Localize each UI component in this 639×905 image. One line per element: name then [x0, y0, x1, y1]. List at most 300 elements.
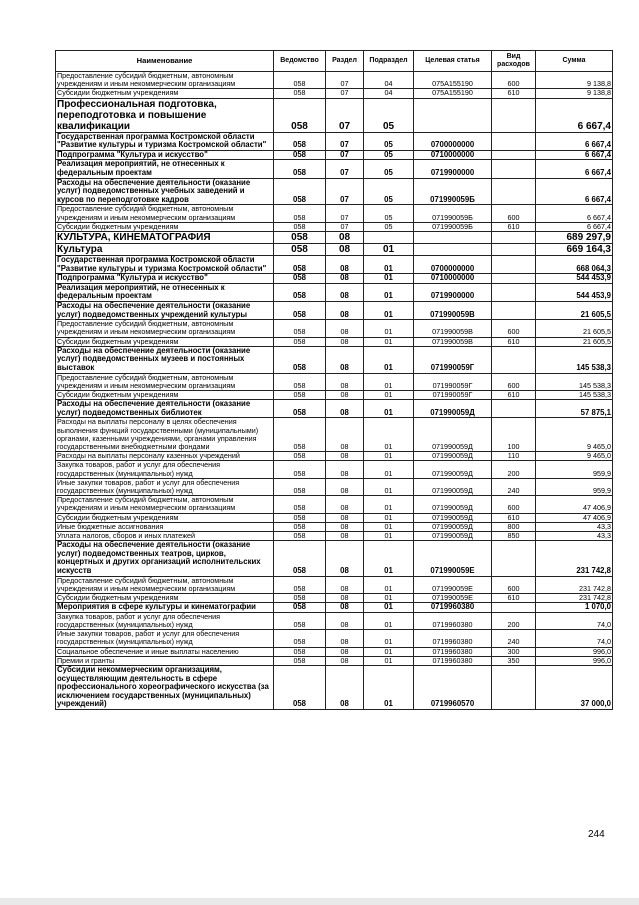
header-section: Раздел — [326, 51, 364, 72]
cell-target-article: 071990059Д — [414, 461, 492, 478]
table-row — [56, 612, 613, 629]
cell-dept: 058 — [274, 178, 326, 205]
cell-section: 08 — [326, 593, 364, 602]
cell-expense-type: 610 — [492, 390, 536, 399]
cell-expense-type: 110 — [492, 452, 536, 461]
cell-target-article — [414, 98, 492, 132]
table-row — [56, 178, 613, 205]
cell-section: 07 — [326, 160, 364, 178]
cell-section: 08 — [326, 301, 364, 319]
table-row — [56, 593, 613, 602]
table-row — [56, 132, 613, 150]
cell-dept: 058 — [274, 576, 326, 593]
cell-dept: 058 — [274, 231, 326, 243]
cell-section: 07 — [326, 72, 364, 89]
table-row — [56, 522, 613, 531]
cell-name: Социальное обеспечение и иные выплаты населению — [56, 647, 274, 656]
table-row — [56, 478, 613, 495]
cell-subsection: 01 — [364, 478, 414, 495]
cell-amount: 74,0 — [536, 612, 613, 629]
cell-expense-type — [492, 132, 536, 150]
cell-section: 08 — [326, 418, 364, 452]
cell-dept: 058 — [274, 89, 326, 98]
cell-expense-type — [492, 346, 536, 373]
cell-expense-type: 100 — [492, 418, 536, 452]
cell-dept: 058 — [274, 301, 326, 319]
cell-name: Субсидии бюджетным учреждениям — [56, 337, 274, 346]
cell-name: Расходы на обеспечение деятельности (оказание услуг) подведомственных библиотек — [56, 400, 274, 418]
cell-dept: 058 — [274, 522, 326, 531]
cell-name: Расходы на выплаты персоналу казенных учреждений — [56, 452, 274, 461]
cell-expense-type: 350 — [492, 656, 536, 665]
cell-expense-type — [492, 400, 536, 418]
cell-section: 07 — [326, 222, 364, 231]
cell-name: Предоставление субсидий бюджетным, автономным учреждениям и иным некоммерческим организациям — [56, 496, 274, 513]
cell-section: 08 — [326, 274, 364, 284]
cell-target-article: 071990059Е — [414, 576, 492, 593]
cell-name: Профессиональная подготовка, переподготовка и повышение квалификации — [56, 98, 274, 132]
table-row — [56, 531, 613, 540]
cell-subsection: 05 — [364, 132, 414, 150]
cell-name: Иные закупки товаров, работ и услуг для обеспечения государственных (муниципальных) нужд — [56, 478, 274, 495]
cell-amount: 145 538,3 — [536, 373, 613, 390]
cell-name: Расходы на обеспечение деятельности (оказание услуг) подведомственных музеев и постоянных выставок — [56, 346, 274, 373]
cell-expense-type — [492, 98, 536, 132]
cell-expense-type — [492, 283, 536, 301]
cell-amount: 6 667,4 — [536, 98, 613, 132]
cell-amount: 43,3 — [536, 531, 613, 540]
cell-target-article: 071990059Б — [414, 205, 492, 222]
cell-section: 08 — [326, 612, 364, 629]
cell-amount: 9 138,8 — [536, 89, 613, 98]
cell-subsection: 05 — [364, 160, 414, 178]
cell-target-article: 0719960380 — [414, 612, 492, 629]
cell-section: 08 — [326, 390, 364, 399]
cell-expense-type — [492, 231, 536, 243]
header-name: Наименование — [56, 51, 274, 72]
table-row — [56, 665, 613, 709]
header-expense-type: Вид расходов — [492, 51, 536, 72]
cell-expense-type: 600 — [492, 576, 536, 593]
cell-name: Иные бюджетные ассигнования — [56, 522, 274, 531]
table-header-row — [56, 51, 613, 72]
cell-expense-type — [492, 243, 536, 255]
cell-dept: 058 — [274, 513, 326, 522]
table-row — [56, 98, 613, 132]
cell-name: Предоставление субсидий бюджетным, автономным учреждениям и иным некоммерческим организациям — [56, 576, 274, 593]
cell-dept: 058 — [274, 243, 326, 255]
cell-target-article: 071990059Д — [414, 513, 492, 522]
cell-expense-type: 600 — [492, 205, 536, 222]
cell-expense-type — [492, 150, 536, 160]
cell-dept: 058 — [274, 630, 326, 647]
table-row — [56, 630, 613, 647]
page-number: 244 — [588, 829, 605, 840]
cell-amount: 544 453,9 — [536, 274, 613, 284]
cell-amount: 57 875,1 — [536, 400, 613, 418]
cell-section: 07 — [326, 178, 364, 205]
cell-dept: 058 — [274, 160, 326, 178]
cell-subsection: 01 — [364, 522, 414, 531]
cell-amount: 6 667,4 — [536, 132, 613, 150]
cell-dept: 058 — [274, 541, 326, 576]
cell-subsection: 01 — [364, 337, 414, 346]
cell-section: 07 — [326, 98, 364, 132]
cell-subsection: 01 — [364, 400, 414, 418]
cell-dept: 058 — [274, 656, 326, 665]
cell-target-article: 0719960380 — [414, 647, 492, 656]
table-row — [56, 222, 613, 231]
cell-subsection: 01 — [364, 390, 414, 399]
table-row — [56, 513, 613, 522]
cell-dept: 058 — [274, 612, 326, 629]
cell-target-article: 071990059Г — [414, 390, 492, 399]
header-subsection: Подраздел — [364, 51, 414, 72]
table-row — [56, 89, 613, 98]
cell-expense-type — [492, 274, 536, 284]
cell-section: 07 — [326, 205, 364, 222]
cell-target-article: 0700000000 — [414, 255, 492, 273]
cell-expense-type: 240 — [492, 630, 536, 647]
cell-name: Государственная программа Костромской области "Развитие культуры и туризма Костромской области" — [56, 132, 274, 150]
cell-amount: 21 605,5 — [536, 337, 613, 346]
cell-amount: 9 465,0 — [536, 452, 613, 461]
table-row — [56, 656, 613, 665]
cell-name: Реализация мероприятий, не отнесенных к федеральным проектам — [56, 160, 274, 178]
cell-name: Предоставление субсидий бюджетным, автономным учреждениям и иным некоммерческим организациям — [56, 320, 274, 337]
cell-amount: 6 667,4 — [536, 150, 613, 160]
cell-name: Подпрограмма "Культура и искусство" — [56, 150, 274, 160]
header-target-article: Целевая статья — [414, 51, 492, 72]
cell-dept: 058 — [274, 98, 326, 132]
cell-dept: 058 — [274, 337, 326, 346]
table-row — [56, 496, 613, 513]
cell-expense-type — [492, 603, 536, 613]
table-body — [56, 72, 613, 710]
budget-table — [55, 50, 613, 710]
cell-dept: 058 — [274, 222, 326, 231]
header-dept: Ведомство — [274, 51, 326, 72]
cell-dept: 058 — [274, 346, 326, 373]
table-row — [56, 320, 613, 337]
cell-target-article: 071990059Б — [414, 222, 492, 231]
cell-name: Предоставление субсидий бюджетным, автономным учреждениям и иным некоммерческим организациям — [56, 205, 274, 222]
table-row — [56, 301, 613, 319]
cell-expense-type: 600 — [492, 373, 536, 390]
table-row — [56, 390, 613, 399]
cell-name: Предоставление субсидий бюджетным, автономным учреждениям и иным некоммерческим организациям — [56, 72, 274, 89]
cell-target-article: 071990059Д — [414, 496, 492, 513]
cell-subsection: 01 — [364, 255, 414, 273]
cell-amount: 9 138,8 — [536, 72, 613, 89]
budget-table-page — [55, 50, 612, 710]
cell-name: Субсидии некоммерческим организациям, осуществляющим деятельность в сфере профессионального хореографического искусства (за исключением государственных (муниципальных) учреждений) — [56, 665, 274, 709]
cell-name: Мероприятия в сфере культуры и кинематографии — [56, 603, 274, 613]
cell-subsection: 01 — [364, 373, 414, 390]
cell-section: 08 — [326, 531, 364, 540]
cell-subsection: 05 — [364, 98, 414, 132]
cell-target-article: 071990059Г — [414, 346, 492, 373]
cell-section: 07 — [326, 150, 364, 160]
cell-dept: 058 — [274, 452, 326, 461]
cell-name: Субсидии бюджетным учреждениям — [56, 222, 274, 231]
cell-expense-type: 600 — [492, 72, 536, 89]
cell-expense-type: 300 — [492, 647, 536, 656]
cell-target-article: 071990059Б — [414, 178, 492, 205]
cell-name: Расходы на обеспечение деятельности (оказание услуг) подведомственных учреждений культуры — [56, 301, 274, 319]
cell-amount: 668 064,3 — [536, 255, 613, 273]
cell-section: 08 — [326, 373, 364, 390]
cell-subsection: 01 — [364, 418, 414, 452]
cell-expense-type: 200 — [492, 612, 536, 629]
cell-name: Уплата налогов, сборов и иных платежей — [56, 531, 274, 540]
cell-target-article: 071990059Г — [414, 373, 492, 390]
cell-subsection: 01 — [364, 320, 414, 337]
cell-subsection: 01 — [364, 541, 414, 576]
cell-name: Государственная программа Костромской области "Развитие культуры и туризма Костромской области" — [56, 255, 274, 273]
cell-amount: 145 538,3 — [536, 346, 613, 373]
cell-amount: 74,0 — [536, 630, 613, 647]
cell-amount: 996,0 — [536, 647, 613, 656]
cell-subsection: 01 — [364, 301, 414, 319]
cell-expense-type — [492, 178, 536, 205]
cell-name: Иные закупки товаров, работ и услуг для обеспечения государственных (муниципальных) нужд — [56, 630, 274, 647]
cell-subsection: 01 — [364, 603, 414, 613]
cell-section: 08 — [326, 231, 364, 243]
cell-name: Премии и гранты — [56, 656, 274, 665]
cell-section: 08 — [326, 400, 364, 418]
cell-subsection: 01 — [364, 630, 414, 647]
cell-amount: 689 297,9 — [536, 231, 613, 243]
cell-dept: 058 — [274, 496, 326, 513]
table-row — [56, 243, 613, 255]
cell-target-article: 071990059Д — [414, 418, 492, 452]
cell-amount: 544 453,9 — [536, 283, 613, 301]
cell-amount: 43,3 — [536, 522, 613, 531]
cell-subsection: 01 — [364, 496, 414, 513]
cell-expense-type — [492, 255, 536, 273]
table-row — [56, 452, 613, 461]
cell-expense-type: 800 — [492, 522, 536, 531]
cell-section: 08 — [326, 665, 364, 709]
cell-dept: 058 — [274, 72, 326, 89]
cell-target-article: 0719960380 — [414, 603, 492, 613]
cell-target-article: 071990059Д — [414, 522, 492, 531]
cell-subsection: 05 — [364, 222, 414, 231]
cell-amount: 6 667,4 — [536, 160, 613, 178]
cell-amount: 231 742,8 — [536, 593, 613, 602]
table-row — [56, 461, 613, 478]
scan-bottom-edge — [0, 898, 639, 905]
cell-name: Субсидии бюджетным учреждениям — [56, 513, 274, 522]
cell-subsection: 01 — [364, 243, 414, 255]
cell-dept: 058 — [274, 373, 326, 390]
cell-target-article: 071990059Е — [414, 593, 492, 602]
cell-section: 08 — [326, 346, 364, 373]
cell-expense-type: 610 — [492, 513, 536, 522]
cell-amount: 231 742,8 — [536, 541, 613, 576]
table-row — [56, 647, 613, 656]
cell-expense-type: 600 — [492, 496, 536, 513]
table-row — [56, 541, 613, 576]
header-amount: Сумма — [536, 51, 613, 72]
cell-target-article: 071990059Д — [414, 531, 492, 540]
cell-target-article: 0719960380 — [414, 630, 492, 647]
cell-amount: 669 164,3 — [536, 243, 613, 255]
table-row — [56, 274, 613, 284]
cell-name: Культура — [56, 243, 274, 255]
cell-subsection: 01 — [364, 452, 414, 461]
cell-expense-type: 610 — [492, 337, 536, 346]
cell-name: Субсидии бюджетным учреждениям — [56, 390, 274, 399]
cell-section: 08 — [326, 513, 364, 522]
cell-section: 08 — [326, 576, 364, 593]
cell-subsection: 04 — [364, 72, 414, 89]
cell-dept: 058 — [274, 400, 326, 418]
cell-amount: 47 406,9 — [536, 513, 613, 522]
table-row — [56, 373, 613, 390]
cell-section: 08 — [326, 320, 364, 337]
cell-target-article: 071990059Д — [414, 400, 492, 418]
cell-target-article: 071990059В — [414, 320, 492, 337]
table-row — [56, 255, 613, 273]
cell-expense-type: 610 — [492, 593, 536, 602]
cell-section: 08 — [326, 255, 364, 273]
cell-target-article: 0710000000 — [414, 150, 492, 160]
cell-amount: 231 742,8 — [536, 576, 613, 593]
cell-amount: 1 070,0 — [536, 603, 613, 613]
table-row — [56, 576, 613, 593]
cell-dept: 058 — [274, 320, 326, 337]
cell-dept: 058 — [274, 132, 326, 150]
cell-expense-type — [492, 665, 536, 709]
cell-section: 08 — [326, 243, 364, 255]
cell-name: Закупка товаров, работ и услуг для обеспечения государственных (муниципальных) нужд — [56, 612, 274, 629]
cell-subsection: 01 — [364, 283, 414, 301]
cell-target-article: 0710000000 — [414, 274, 492, 284]
cell-target-article: 075А155190 — [414, 72, 492, 89]
cell-target-article: 0719900000 — [414, 160, 492, 178]
cell-name: КУЛЬТУРА, КИНЕМАТОГРАФИЯ — [56, 231, 274, 243]
cell-section: 08 — [326, 452, 364, 461]
cell-subsection: 05 — [364, 178, 414, 205]
table-row — [56, 337, 613, 346]
cell-subsection: 04 — [364, 89, 414, 98]
cell-dept: 058 — [274, 665, 326, 709]
table-row — [56, 160, 613, 178]
cell-expense-type: 600 — [492, 320, 536, 337]
cell-subsection: 01 — [364, 461, 414, 478]
cell-target-article — [414, 231, 492, 243]
cell-subsection: 01 — [364, 346, 414, 373]
cell-subsection: 01 — [364, 274, 414, 284]
cell-expense-type — [492, 541, 536, 576]
cell-target-article: 071990059В — [414, 337, 492, 346]
cell-section: 08 — [326, 603, 364, 613]
cell-subsection: 01 — [364, 593, 414, 602]
cell-target-article: 075А155190 — [414, 89, 492, 98]
cell-amount: 9 465,0 — [536, 418, 613, 452]
cell-amount: 37 000,0 — [536, 665, 613, 709]
cell-subsection: 01 — [364, 531, 414, 540]
cell-dept: 058 — [274, 205, 326, 222]
cell-expense-type: 610 — [492, 89, 536, 98]
cell-section: 08 — [326, 647, 364, 656]
cell-section: 07 — [326, 132, 364, 150]
cell-expense-type: 200 — [492, 461, 536, 478]
cell-target-article: 0700000000 — [414, 132, 492, 150]
cell-target-article — [414, 243, 492, 255]
cell-section: 08 — [326, 283, 364, 301]
cell-dept: 058 — [274, 647, 326, 656]
table-row — [56, 205, 613, 222]
cell-expense-type: 850 — [492, 531, 536, 540]
cell-section: 07 — [326, 89, 364, 98]
cell-subsection — [364, 231, 414, 243]
cell-name: Реализация мероприятий, не отнесенных к федеральным проектам — [56, 283, 274, 301]
cell-amount: 47 406,9 — [536, 496, 613, 513]
table-row — [56, 72, 613, 89]
cell-subsection: 01 — [364, 647, 414, 656]
cell-subsection: 05 — [364, 150, 414, 160]
cell-target-article: 0719960380 — [414, 656, 492, 665]
cell-section: 08 — [326, 496, 364, 513]
table-row — [56, 150, 613, 160]
cell-name: Субсидии бюджетным учреждениям — [56, 89, 274, 98]
cell-target-article: 071990059Д — [414, 452, 492, 461]
cell-section: 08 — [326, 461, 364, 478]
cell-amount: 959,9 — [536, 478, 613, 495]
cell-dept: 058 — [274, 593, 326, 602]
cell-name: Субсидии бюджетным учреждениям — [56, 593, 274, 602]
cell-amount: 6 667,4 — [536, 205, 613, 222]
cell-section: 08 — [326, 522, 364, 531]
table-row — [56, 400, 613, 418]
cell-amount: 21 605,5 — [536, 301, 613, 319]
cell-subsection: 01 — [364, 656, 414, 665]
cell-dept: 058 — [274, 418, 326, 452]
cell-dept: 058 — [274, 150, 326, 160]
cell-amount: 6 667,4 — [536, 178, 613, 205]
cell-section: 08 — [326, 478, 364, 495]
cell-name: Подпрограмма "Культура и искусство" — [56, 274, 274, 284]
cell-target-article: 071990059Д — [414, 478, 492, 495]
cell-name: Расходы на выплаты персоналу в целях обеспечения выполнения функций государственными (муниципальными) органами, казенными учреждениями, органами управления государственными внебюджетными фондами — [56, 418, 274, 452]
cell-subsection: 01 — [364, 576, 414, 593]
table-row — [56, 603, 613, 613]
cell-name: Расходы на обеспечение деятельности (оказание услуг) подведомственных учебных заведений и курсов по переподготовке кадров — [56, 178, 274, 205]
cell-target-article: 071990059Е — [414, 541, 492, 576]
cell-section: 08 — [326, 630, 364, 647]
cell-amount: 959,9 — [536, 461, 613, 478]
cell-amount: 996,0 — [536, 656, 613, 665]
cell-expense-type — [492, 301, 536, 319]
cell-name: Закупка товаров, работ и услуг для обеспечения государственных (муниципальных) нужд — [56, 461, 274, 478]
cell-subsection: 01 — [364, 665, 414, 709]
cell-dept: 058 — [274, 461, 326, 478]
cell-subsection: 01 — [364, 612, 414, 629]
cell-dept: 058 — [274, 255, 326, 273]
cell-target-article: 0719960570 — [414, 665, 492, 709]
cell-section: 08 — [326, 541, 364, 576]
table-row — [56, 283, 613, 301]
cell-section: 08 — [326, 337, 364, 346]
cell-target-article: 0719900000 — [414, 283, 492, 301]
cell-dept: 058 — [274, 283, 326, 301]
cell-amount: 145 538,3 — [536, 390, 613, 399]
cell-dept: 058 — [274, 274, 326, 284]
cell-dept: 058 — [274, 390, 326, 399]
